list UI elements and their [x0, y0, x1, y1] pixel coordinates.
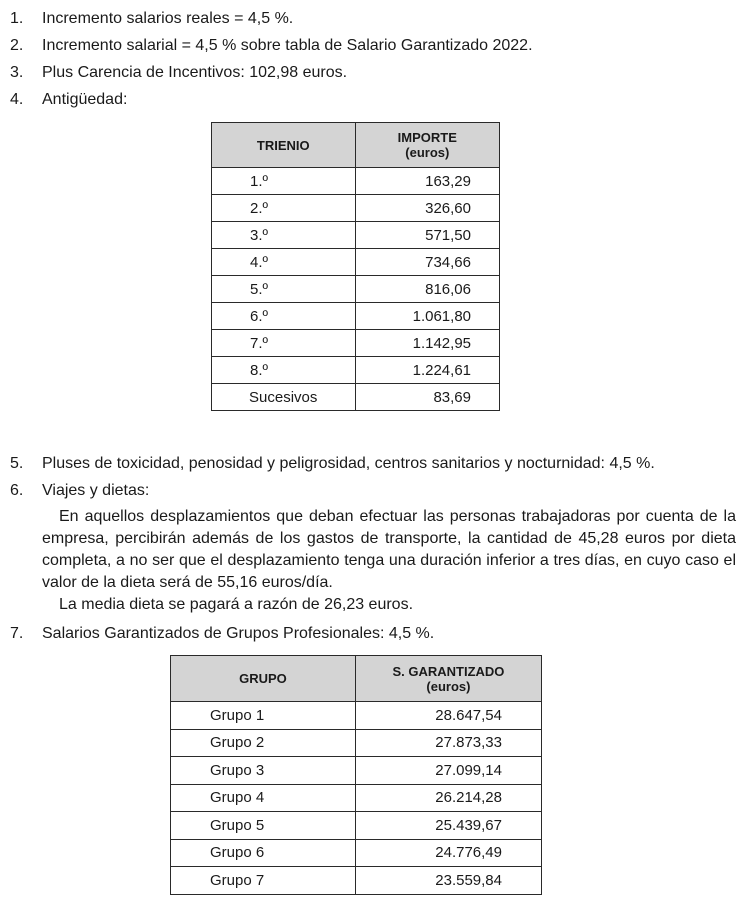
table-row [212, 357, 500, 384]
grupo-cell: Grupo 2 [171, 729, 356, 757]
list-number: 1. [10, 10, 24, 27]
list-item-1 [10, 9, 293, 28]
table-header-row [171, 656, 542, 702]
garantizado-cell: 25.439,67 [355, 812, 541, 840]
table-row [171, 812, 542, 840]
trienio-cell: 4.º [212, 249, 356, 276]
importe-cell: 326,60 [355, 195, 499, 222]
grupo-cell: Grupo 7 [171, 867, 356, 895]
trienio-cell: 1.º [212, 168, 356, 195]
header-unit: (euros) [405, 145, 450, 160]
list-item-3 [10, 63, 347, 82]
trienio-cell: 7.º [212, 330, 356, 357]
grupo-cell: Grupo 5 [171, 812, 356, 840]
garantizado-cell: 24.776,49 [355, 839, 541, 867]
garantizado-cell: 27.099,14 [355, 757, 541, 785]
garantizado-cell: 23.559,84 [355, 867, 541, 895]
importe-cell: 571,50 [355, 222, 499, 249]
viajes-paragraph [42, 506, 736, 594]
trienio-cell: Sucesivos [212, 384, 356, 411]
list-number: 7. [10, 625, 24, 642]
table-row [212, 222, 500, 249]
importe-cell: 1.142,95 [355, 330, 499, 357]
list-item-6 [10, 481, 149, 500]
garantizado-cell: 26.214,28 [355, 784, 541, 812]
table-row [171, 867, 542, 895]
table-row [212, 195, 500, 222]
table-row [212, 303, 500, 330]
trienio-cell: 3.º [212, 222, 356, 249]
trienio-cell: 5.º [212, 276, 356, 303]
list-number: 4. [10, 91, 24, 108]
antiguedad-table [211, 122, 500, 411]
table-row [212, 330, 500, 357]
header-line: IMPORTE [397, 130, 457, 145]
grupos-table [170, 655, 542, 895]
media-dieta-text: La media dieta se pagará a razón de 26,23 euros. [59, 596, 414, 613]
list-number: 5. [10, 455, 24, 472]
list-text: Viajes y dietas: [42, 482, 150, 499]
list-item-7 [10, 624, 434, 643]
grupo-cell: Grupo 3 [171, 757, 356, 785]
table-row [171, 729, 542, 757]
trienio-cell: 6.º [212, 303, 356, 330]
list-item-4 [10, 90, 127, 109]
table-row [171, 839, 542, 867]
table-row [171, 757, 542, 785]
list-item-2 [10, 36, 533, 55]
list-text: Pluses de toxicidad, penosidad y peligrosidad, centros sanitarios y nocturnidad: 4,5 %. [42, 455, 655, 472]
list-item-5 [10, 454, 655, 473]
table-row [212, 168, 500, 195]
grupo-cell: Grupo 6 [171, 839, 356, 867]
list-text: Antigüedad: [42, 91, 128, 108]
trienio-cell: 8.º [212, 357, 356, 384]
importe-cell: 163,29 [355, 168, 499, 195]
table-row [212, 384, 500, 411]
trienio-cell: 2.º [212, 195, 356, 222]
header-unit: (euros) [426, 678, 471, 694]
list-text: Salarios Garantizados de Grupos Profesionales: 4,5 %. [42, 625, 435, 642]
header-line: S. GARANTIZADO [392, 663, 505, 679]
grupo-cell: Grupo 1 [171, 702, 356, 730]
list-text: Incremento salarial = 4,5 % sobre tabla de Salario Garantizado 2022. [42, 37, 533, 54]
list-text: Incremento salarios reales = 4,5 %. [42, 10, 294, 27]
table-row [212, 276, 500, 303]
column-header-grupo: GRUPO [171, 656, 356, 702]
column-header-importe [355, 123, 499, 168]
table-row [212, 249, 500, 276]
table-header-row [212, 123, 500, 168]
list-number: 3. [10, 64, 24, 81]
list-number: 6. [10, 482, 24, 499]
table-row [171, 784, 542, 812]
importe-cell: 816,06 [355, 276, 499, 303]
garantizado-cell: 28.647,54 [355, 702, 541, 730]
column-header-trienio: TRIENIO [212, 123, 356, 168]
table-row [171, 702, 542, 730]
grupo-cell: Grupo 4 [171, 784, 356, 812]
list-text: Plus Carencia de Incentivos: 102,98 euros. [42, 64, 348, 81]
garantizado-cell: 27.873,33 [355, 729, 541, 757]
importe-cell: 1.224,61 [355, 357, 499, 384]
list-number: 2. [10, 37, 24, 54]
viajes-paragraph-text: En aquellos desplazamientos que deban efectuar las personas trabajadoras por cuenta de la empresa, percibirán además de los gastos de transporte, la cantidad de 45,28 euros por dieta completa, a no ser que el desplazamiento tenga una duración inferior a tres días, en cuyo caso el valor de la dieta será de 55,16 euros/día. [42, 508, 736, 591]
importe-cell: 734,66 [355, 249, 499, 276]
importe-cell: 1.061,80 [355, 303, 499, 330]
importe-cell: 83,69 [355, 384, 499, 411]
column-header-garantizado [355, 656, 541, 702]
media-dieta-paragraph [42, 594, 736, 616]
